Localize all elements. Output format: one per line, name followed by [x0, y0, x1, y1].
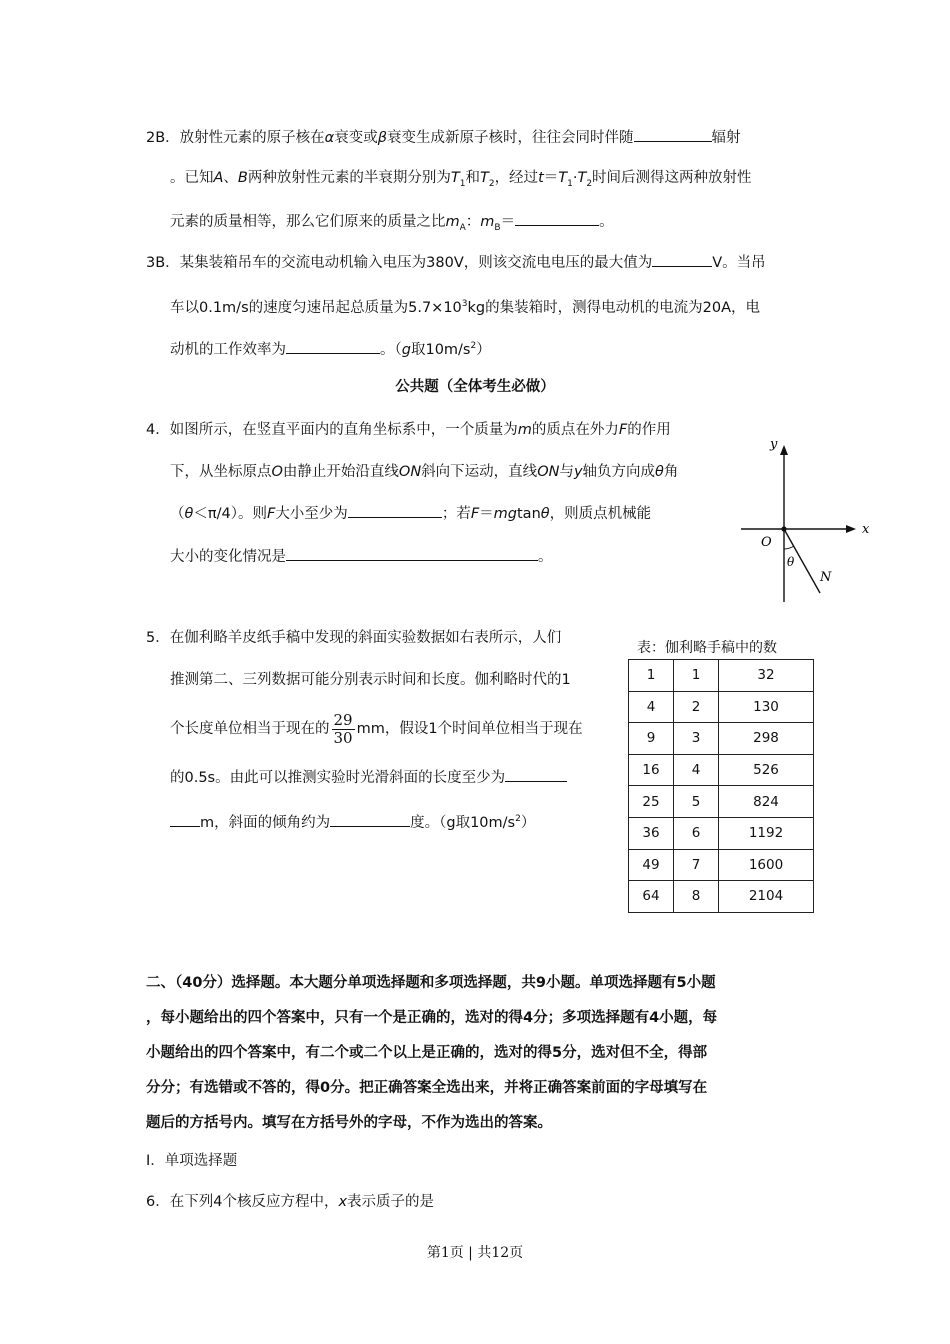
answer-blank[interactable]	[170, 812, 200, 827]
table-cell: 130	[719, 691, 814, 723]
section2-line-2: ，每小题给出的四个答案中，只有一个是正确的，选对的得4分；多项选择题有4小题，每	[146, 1010, 718, 1026]
table-cell: 49	[629, 849, 674, 881]
theta-label: θ	[787, 555, 795, 569]
table-row	[629, 754, 814, 786]
answer-blank[interactable]	[634, 127, 712, 142]
q4-line-3: （θ＜π/4）。则F大小至少为 ；若F＝mgtanθ，则质点机械能	[170, 503, 651, 524]
q4-line-1: 4．如图所示，在竖直平面内的直角坐标系中，一个质量为m的质点在外力F的作用	[146, 422, 671, 438]
section2-line-4: 分分；有选错或不答的，得0分。把正确答案全选出来，并将正确答案前面的字母填写在	[146, 1080, 708, 1096]
table-cell: 3	[674, 723, 719, 755]
table-cell: 6	[674, 817, 719, 849]
table-cell: 4	[674, 754, 719, 786]
table-cell: 526	[719, 754, 814, 786]
table-cell: 5	[674, 786, 719, 818]
table-row	[629, 849, 814, 881]
table-cell: 4	[629, 691, 674, 723]
q3b-line-3: 动机的工作效率为 。（g取$10m/s^2$）	[170, 336, 491, 360]
answer-blank[interactable]	[286, 339, 380, 354]
N-label: N	[820, 570, 832, 585]
table-row	[629, 723, 814, 755]
table-cell: 1600	[719, 849, 814, 881]
q4-line-4: 大小的变化情况是 。	[170, 546, 553, 567]
table-cell: 8	[674, 881, 719, 913]
q2b-line-3: 元素的质量相等，那么它们原来的质量之比$m_A$：$m_B=$ 。	[170, 211, 614, 238]
origin-label: O	[761, 535, 772, 550]
coordinate-figure	[735, 430, 875, 605]
table-cell: 9	[629, 723, 674, 755]
answer-blank[interactable]	[286, 546, 538, 561]
q5-line-4: 的0.5s。由此可以推测实验时光滑斜面的长度至少为	[170, 767, 567, 788]
table-row	[629, 881, 814, 913]
table-cell: 16	[629, 754, 674, 786]
table-cell: 25	[629, 786, 674, 818]
q6-line: 6．在下列4个核反应方程中，x表示质子的是	[146, 1194, 435, 1210]
table-cell: 36	[629, 817, 674, 849]
section2-line-3: 小题给出的四个答案中，有二个或二个以上是正确的，选对的得5分，选对但不全，得部	[146, 1045, 708, 1061]
table-cell: 824	[719, 786, 814, 818]
theta-arc	[784, 546, 794, 549]
table-row	[629, 691, 814, 723]
x-axis-label: x	[862, 522, 870, 537]
q4-line-2: 下，从坐标原点O由静止开始沿直线ON斜向下运动，直线ON与y轴负方向成θ角	[170, 464, 679, 480]
q2b-line-1: 2B．放射性元素的原子核在α衰变或β衰变生成新原子核时，往往会同时伴随 辐射	[146, 127, 741, 148]
answer-blank[interactable]	[515, 211, 599, 226]
table-cell: 1192	[719, 817, 814, 849]
subsection-single-choice: Ⅰ．单项选择题	[146, 1153, 238, 1169]
q5-line-1: 5．在伽利略羊皮纸手稿中发现的斜面实验数据如右表所示，人们	[146, 630, 562, 646]
table-cell: 2	[674, 691, 719, 723]
table-row	[629, 786, 814, 818]
table-cell: 64	[629, 881, 674, 913]
answer-blank[interactable]	[505, 767, 567, 782]
table-cell: 1	[674, 660, 719, 692]
q3b-line-1: 3B．某集装箱吊车的交流电动机输入电压为380V，则该交流电电压的最大值为 V。当吊	[146, 252, 766, 273]
origin-point	[781, 526, 786, 531]
page-footer: 第1页 | 共12页	[426, 1245, 524, 1261]
table-row	[629, 817, 814, 849]
answer-blank[interactable]	[348, 503, 442, 518]
fraction-29-30: $\frac{29}{30}$	[333, 710, 353, 747]
galileo-data-table	[628, 659, 814, 913]
section2-line-5: 题后的方括号内。填写在方括号外的字母，不作为选出的答案。	[146, 1115, 552, 1131]
table-caption: 表：伽利略手稿中的数	[637, 640, 777, 656]
q3b-line-2: 车以0.1m/s的速度匀速吊起总质量为$5.7\times 10^3kg$的集装箱时，测得电动机的电流为20A，电	[170, 299, 761, 316]
y-axis-label: y	[770, 437, 778, 452]
answer-blank[interactable]	[652, 252, 712, 267]
section-heading-common: 公共题（全体考生必做）	[395, 379, 555, 395]
answer-blank[interactable]	[330, 812, 410, 827]
q2b-line-2: 。已知A、B两种放射性元素的半衰期分别为$T_1$和$T_2$，经过$t=T_1\cdot T_2$时间后测得这两种放射性	[170, 170, 752, 189]
table-row	[629, 660, 814, 692]
table-cell: 298	[719, 723, 814, 755]
table-cell: 2104	[719, 881, 814, 913]
table-cell: 32	[719, 660, 814, 692]
section2-line-1: 二、（40分）选择题。本大题分单项选择题和多项选择题，共9小题。单项选择题有5小题	[146, 975, 716, 991]
table-cell: 1	[629, 660, 674, 692]
q5-line-3: 个长度单位相当于现在的 $\frac{29}{30}$ mm，假设1个时间单位相当于现在	[170, 710, 583, 747]
q5-line-5: m，斜面的倾角约为 度。（g取$10m/s^2$）	[170, 809, 535, 833]
table-cell: 7	[674, 849, 719, 881]
q5-line-2: 推测第二、三列数据可能分别表示时间和长度。伽利略时代的1	[170, 672, 571, 688]
